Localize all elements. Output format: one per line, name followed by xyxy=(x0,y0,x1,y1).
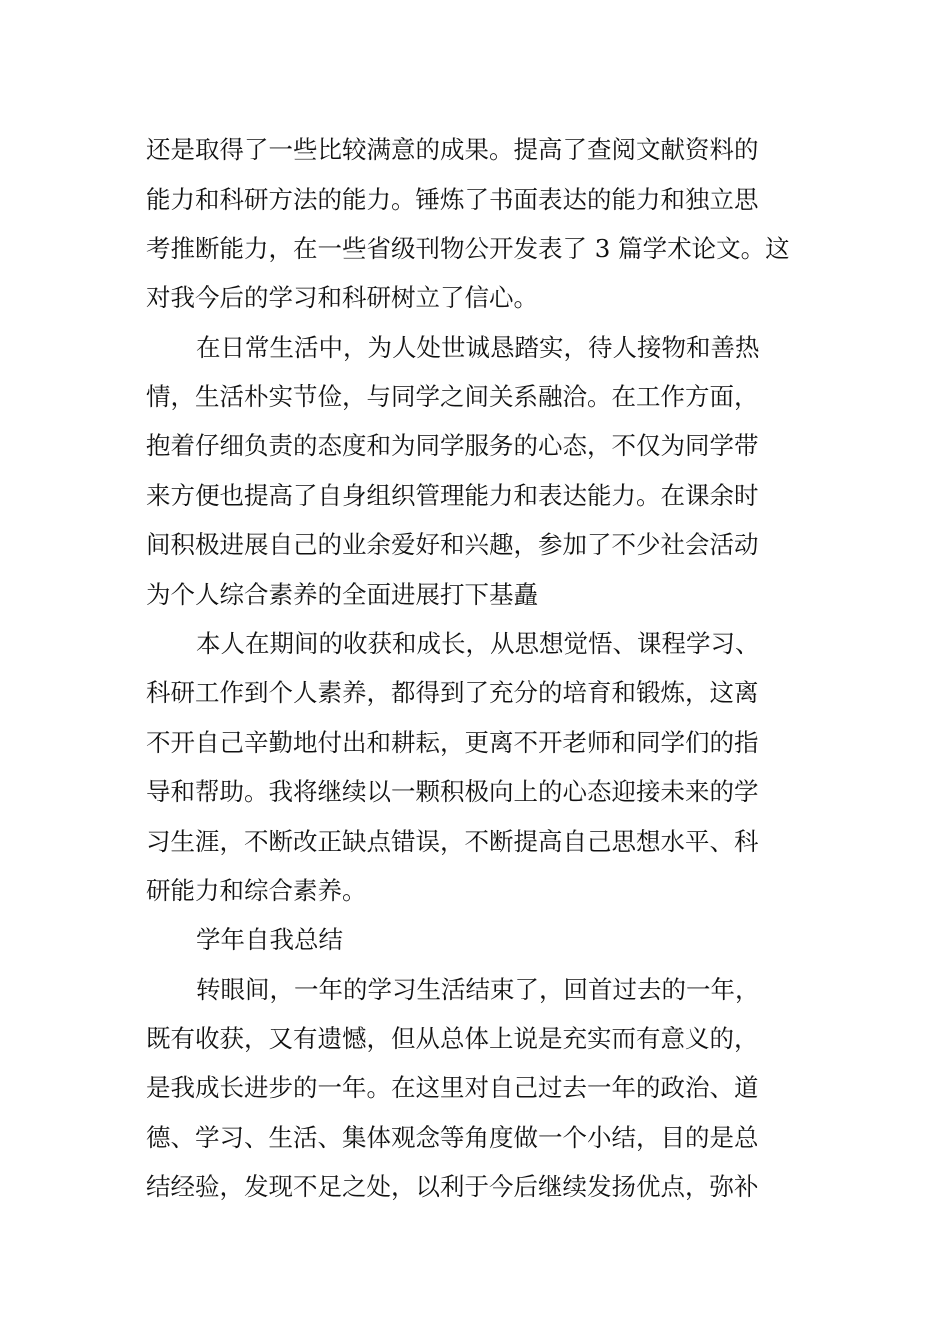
text-line: 科研工作到个人素养，都得到了充分的培育和锻炼，这离 xyxy=(146,678,759,707)
text-line: 习生涯，不断改正缺点错误，不断提高自己思想水平、科 xyxy=(146,827,759,856)
text-line: 德、学习、生活、集体观念等角度做一个小结，目的是总 xyxy=(146,1123,759,1152)
text-line: 考推断能力，在一些省级刊物公开发表了 3 篇学术论文。这 xyxy=(146,234,790,263)
text-line: 为个人综合素养的全面进展打下基矗 xyxy=(146,580,538,609)
text-line: 能力和科研方法的能力。锤炼了书面表达的能力和独立思 xyxy=(146,185,759,214)
text-line: 来方便也提高了自身组织管理能力和表达能力。在课余时 xyxy=(146,481,759,510)
section-heading: 学年自我总结 xyxy=(196,925,343,954)
text-line: 对我今后的学习和科研树立了信心。 xyxy=(146,283,538,312)
text-line: 结经验，发现不足之处，以利于今后继续发扬优点，弥补 xyxy=(146,1172,759,1201)
paragraph-first-line: 转眼间，一年的学习生活结束了，回首过去的一年， xyxy=(196,975,760,1004)
paragraph-first-line: 在日常生活中，为人处世诚恳踏实，待人接物和善热 xyxy=(196,333,760,362)
text-line: 是我成长进步的一年。在这里对自己过去一年的政治、道 xyxy=(146,1073,759,1102)
text-line: 导和帮助。我将继续以一颗积极向上的心态迎接未来的学 xyxy=(146,777,759,806)
text-line: 情，生活朴实节俭，与同学之间关系融洽。在工作方面， xyxy=(146,382,759,411)
text-line: 间积极进展自己的业余爱好和兴趣，参加了不少社会活动 xyxy=(146,530,759,559)
text-line: 还是取得了一些比较满意的成果。提高了查阅文献资料的 xyxy=(146,135,759,164)
text-line: 不开自己辛勤地付出和耕耘，更离不开老师和同学们的指 xyxy=(146,728,759,757)
paragraph-first-line: 本人在期间的收获和成长，从思想觉悟、课程学习、 xyxy=(196,629,760,658)
text-line: 研能力和综合素养。 xyxy=(146,876,367,905)
text-line: 既有收获，又有遗憾，但从总体上说是充实而有意义的， xyxy=(146,1024,759,1053)
text-line: 抱着仔细负责的态度和为同学服务的心态，不仅为同学带 xyxy=(146,431,759,460)
